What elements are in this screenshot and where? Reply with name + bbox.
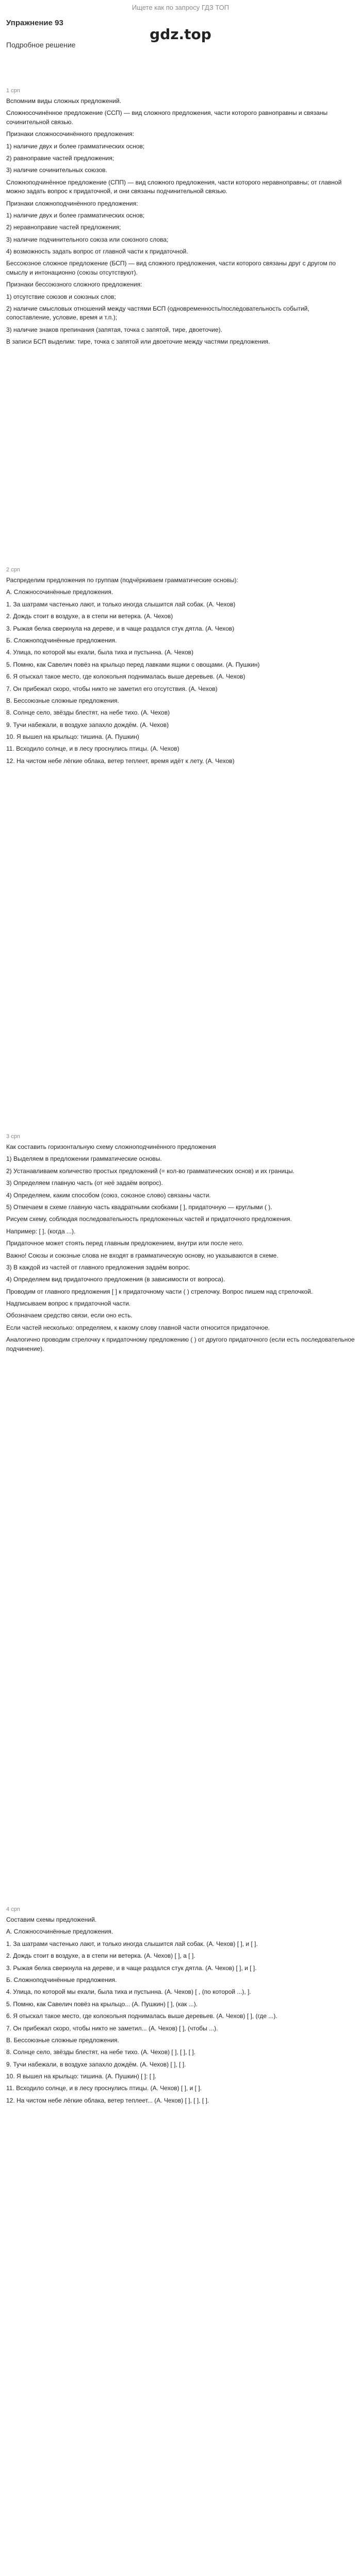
block-label: 4 сpn xyxy=(6,1906,20,1912)
solution-line: 9. Тучи набежали, в воздухе запахло дождём. (А. Чехов) [ ], [ ]. xyxy=(6,2060,186,2068)
solution-line: 6. Я отыскал такое место, где колокольня поднималась выше деревьев. (А. Чехов) xyxy=(6,673,245,681)
solution-line: Аналогично проводим стрелочку к придаточному предложению ( ) от другого придаточного (если есть последовательное подчинение). xyxy=(6,1336,355,1352)
solution-line: 12. На чистом небе лёгкие облака, ветер теплеет... (А. Чехов) [ ], [ ], [ ]. xyxy=(6,2096,209,2104)
solution-line: 3) Определяем главную часть (от неё задаём вопрос). xyxy=(6,1179,163,1187)
solution-line: 11. Всходило солнце, и в лесу проснулись птицы. (А. Чехов) [ ], и [ ]. xyxy=(6,2084,202,2092)
solution-line: 1) наличие двух и более грамматических основ; xyxy=(6,211,145,219)
solution-line: Сложносочинённое предложение (ССП) — вид сложного предложения, части которого равноправны и связаны сочинительной связью. xyxy=(6,109,328,126)
solution-line: Рисуем схему, соблюдая последовательность предложенных частей и придаточного предложения. xyxy=(6,1215,292,1223)
solution-line: 1) отсутствие союзов и союзных слов; xyxy=(6,293,116,300)
solution-line: 3) наличие знаков препинания (запятая, точка с запятой, тире, двоеточие). xyxy=(6,326,223,333)
solution-line: 10. Я вышел на крыльцо: тишина. (А. Пушкин) [ ]: [ ]. xyxy=(6,2073,157,2080)
solution-line: 4. Улица, по которой мы ехали, была тиха и пустынна. (А. Чехов) xyxy=(6,649,194,656)
solution-line: Надписываем вопрос к придаточной части. xyxy=(6,1300,131,1308)
solution-line: Признаки бессоюзного сложного предложения: xyxy=(6,281,142,289)
solution-line: А. Сложносочинённые предложения. xyxy=(6,588,113,596)
solution-line: Например: [ ], (когда ...). xyxy=(6,1227,76,1235)
solution-line: Если частей несколько: определяем, к какому слову главной части относится придаточное. xyxy=(6,1324,270,1331)
top-link[interactable]: Ищете как по запросу ГДЗ ТОП xyxy=(132,4,229,11)
solution-line: 6. Я отыскал такое место, где колокольня поднималась выше деревьев. (А. Чехов) [ ], (где ...). xyxy=(6,2012,277,2020)
exercise-header xyxy=(6,19,355,49)
solution-line: 4) Определяем вид придаточного предложения (в зависимости от вопроса). xyxy=(6,1276,225,1283)
solution-line: В. Бессоюзные сложные предложения. xyxy=(6,697,119,704)
solution-line: 12. На чистом небе лёгкие облака, ветер теплеет, время идёт к лету. (А. Чехов) xyxy=(6,757,235,765)
solution-line: Придаточное может стоять перед главным предложением, внутри или после него. xyxy=(6,1240,244,1247)
solution-line: 2) наличие смысловых отношений между частями БСП (одновременность/последовательность событий, сопоставление, условие, время и т.п.); xyxy=(6,305,309,321)
solution-line: В. Бессоюзные сложные предложения. xyxy=(6,2036,119,2044)
solution-line: 2. Дождь стоит в воздухе, а в степи ни ветерка. (А. Чехов) [ ], а [ ]. xyxy=(6,1952,195,1960)
solution-line: 3) наличие сочинительных союзов. xyxy=(6,166,107,174)
block-label: 3 сpn xyxy=(6,1133,20,1140)
solution-line: 1) наличие двух и более грамматических основ; xyxy=(6,142,145,150)
solution-line: Составим схемы предложений. xyxy=(6,1916,97,1923)
solution-line: 3. Рыжая белка сверкнула на дереве, и в чаще раздался стук дятла. (А. Чехов) xyxy=(6,624,235,632)
solution-line: Сложноподчинённое предложение (СПП) — вид сложного предложения, части которого неравноправны; от главной можно задать вопрос к придаточной, и они связаны подчинительной связью. xyxy=(6,178,342,195)
solution-line: Б. Сложноподчинённые предложения. xyxy=(6,1976,117,1984)
solution-line: Проводим от главного предложения [ ] к придаточному части ( ) стрелочку. Вопрос пишем над стрелочкой. xyxy=(6,1287,313,1295)
solution-line: 1) Выделяем в предложении грамматические основы. xyxy=(6,1155,162,1163)
solution-line: 2) Устанавливаем количество простых предложений (= кол-во грамматических основ) и их границы. xyxy=(6,1167,295,1175)
block-label: 1 сpn xyxy=(6,88,20,94)
solution-line: Обозначаем средство связи, если оно есть. xyxy=(6,1312,133,1319)
solution-line: 5. Помню, как Савелич повёз на крыльцо... (А. Пушкин) [ ], (как ...). xyxy=(6,2000,198,2008)
solution-line: Б. Сложноподчинённые предложения. xyxy=(6,636,117,644)
solution-line: Признаки сложноподчинённого предложения: xyxy=(6,199,138,207)
solution-line: 8. Солнце село, звёзды блестят, на небе тихо. (А. Чехов) xyxy=(6,709,170,717)
solution-line: 7. Он прибежал скоро, чтобы никто не заметил... (А. Чехов) [ ], (чтобы ...). xyxy=(6,2024,218,2032)
solution-line: 3. Рыжая белка сверкнула на дереве, и в чаще раздался стук дятла. (А. Чехов) [ ], и [ ]. xyxy=(6,1964,257,1972)
exercise-subtitle: Подробное решение xyxy=(6,41,76,49)
solution-line: 4. Улица, по которой мы ехали, была тиха и пустынна. (А. Чехов) [ , (по которой ...), ]. xyxy=(6,1988,251,1996)
solution-line: 11. Всходило солнце, и в лесу проснулись птицы. (А. Чехов) xyxy=(6,745,179,753)
solution-block xyxy=(6,1133,355,1357)
solution-line: Как составить горизонтальную схему сложноподчинённого предложения xyxy=(6,1143,216,1150)
solution-line: 4) возможность задать вопрос от главной части к придаточной. xyxy=(6,248,188,256)
solution-line: В записи БСП выделим: тире, точка с запятой или двоеточие между частями предложения. xyxy=(6,338,270,346)
solution-line: Признаки сложносочинённого предложения: xyxy=(6,130,135,138)
exercise-title: Упражнение 93 xyxy=(6,19,63,27)
solution-block xyxy=(6,88,355,350)
solution-line: Бессоюзное сложное предложение (БСП) — вид сложного предложения, части которого связаны друг с другом по смыслу и интонационно (союзы отсутствуют). xyxy=(6,260,336,276)
solution-line: 1. За шатрами частенько лают, и только иногда слышится лай собак. (А. Чехов) [ ], и [ ]. xyxy=(6,1940,258,1947)
solution-line: 2) неравноправие частей предложения; xyxy=(6,224,121,231)
solution-line: 4) Определяем, каким способом (союз, союзное слово) связаны части. xyxy=(6,1191,211,1199)
solution-line: 1. За шатрами частенько лают, и только иногда слышится лай собак. (А. Чехов) xyxy=(6,600,236,608)
solution-line: 10. Я вышел на крыльцо: тишина. (А. Пушкин) xyxy=(6,733,139,741)
solution-line: Важно! Союзы и союзные слова не входят в грамматическую основу, но указываются в схеме. xyxy=(6,1251,278,1259)
solution-block xyxy=(6,567,355,769)
solution-line: 5) Отмечаем в схеме главную часть квадратными скобками [ ], придаточную — круглыми ( ). xyxy=(6,1203,272,1211)
solution-line: А. Сложносочинённые предложения. xyxy=(6,1928,113,1936)
solution-block xyxy=(6,1906,355,2108)
solution-line: 3) наличие подчинительного союза или союзного слова; xyxy=(6,235,169,243)
solution-line: 7. Он прибежал скоро, чтобы никто не заметил его отсутствия. (А. Чехов) xyxy=(6,685,218,692)
block-label: 2 сpn xyxy=(6,567,20,573)
solution-line: Вспомним виды сложных предложений. xyxy=(6,97,121,105)
solution-line: 9. Тучи набежали, в воздухе запахло дождём. (А. Чехов) xyxy=(6,721,169,728)
solution-line: Распределим предложения по группам (подчёркиваем грамматические основы): xyxy=(6,577,238,584)
solution-line: 8. Солнце село, звёзды блестят, на небе тихо. (А. Чехов) [ ], [ ], [ ]. xyxy=(6,2048,196,2056)
solution-line: 2. Дождь стоит в воздухе, а в степи ни ветерка. (А. Чехов) xyxy=(6,613,173,620)
solution-line: 5. Помню, как Савелич повёз на крыльцо перед лавками ящики с овощами. (А. Пушкин) xyxy=(6,660,260,668)
solution-line: 2) равноправие частей предложения; xyxy=(6,154,114,162)
gdz-logo: gdz.top xyxy=(150,26,211,43)
solution-line: 3) В каждой из частей от главного предложения задаём вопрос. xyxy=(6,1263,190,1271)
